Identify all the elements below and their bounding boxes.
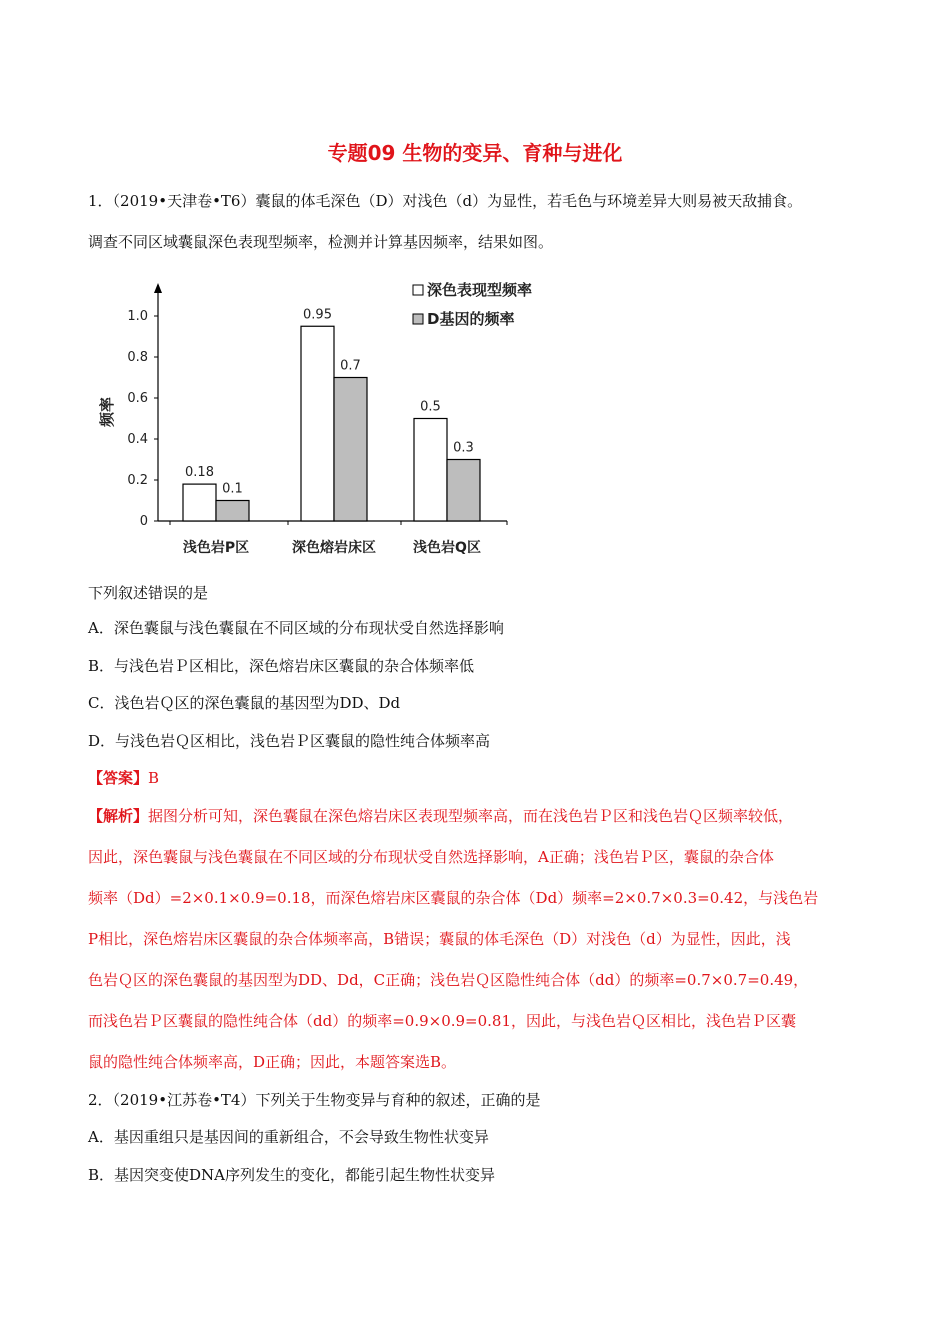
analysis-line: 频率（Dd）=2×0.1×0.9=0.18，而深色熔岩床区囊鼠的杂合体（Dd）频率=2×0.7×0.3=0.42，与浅色岩 [88,889,819,907]
bar [301,326,334,521]
x-tick-label: 深色熔岩床区 [292,540,376,556]
answer-value: B [148,769,160,787]
q1-option-c: C．浅色岩Ｑ区的深色囊鼠的基因型为DD、Dd [88,694,401,712]
q1-option-a: A．深色囊鼠与浅色囊鼠在不同区域的分布现状受自然选择影响 [88,619,504,637]
y-tick-label: 0.6 [127,391,148,406]
bar [414,419,447,522]
q1-option-d: D．与浅色岩Ｑ区相比，浅色岩Ｐ区囊鼠的隐性纯合体频率高 [88,732,491,750]
y-tick-label: 0 [139,514,148,529]
data-label: 0.5 [420,399,441,415]
analysis-line: 色岩Ｑ区的深色囊鼠的基因型为DD、Dd，C正确；浅色岩Ｑ区隐性纯合体（dd）的频率=0.7×0.7=0.49， [88,971,809,989]
answer-label: 【答案】 [88,769,149,787]
analysis-line: 鼠的隐性纯合体频率高，D正确；因此，本题答案选B。 [88,1053,457,1071]
y-tick-label: 0.4 [127,432,148,447]
data-label: 0.95 [303,307,332,323]
q1-prompt: 下列叙述错误的是 [88,584,209,602]
q1-option-b: B．与浅色岩Ｐ区相比，深色熔岩床区囊鼠的杂合体频率低 [88,657,475,675]
bar [183,484,216,521]
analysis-line: 而浅色岩Ｐ区囊鼠的隐性纯合体（dd）的频率=0.9×0.9=0.81，因此，与浅色岩Ｑ区相比，浅色岩Ｐ区囊 [88,1012,797,1030]
bar [334,378,367,522]
y-tick-label: 0.2 [127,473,148,488]
analysis-line [88,805,793,826]
y-tick-label: 1.0 [127,309,148,324]
data-label: 0.18 [185,465,214,481]
data-label: 0.7 [340,358,361,374]
legend-swatch [413,285,423,295]
x-tick-label: 浅色岩Q区 [413,540,481,556]
q1-answer [88,767,159,788]
page-title: 专题09 生物的变异、育种与进化 [327,141,623,165]
q2-option-b: B．基因突变使DNA序列发生的变化，都能引起生物性状变异 [88,1166,496,1184]
bar [216,501,249,522]
legend-label: D基因的频率 [427,310,515,328]
q2-option-a: A．基因重组只是基因间的重新组合，不会导致生物性状变异 [88,1128,489,1146]
analysis-label: 【解析】 [88,807,149,825]
bar [447,460,480,522]
legend-label: 深色表现型频率 [427,281,533,299]
analysis-line: P相比，深色熔岩床区囊鼠的杂合体频率高，B错误；囊鼠的体毛深色（D）对浅色（d）为显性，因此，浅 [88,930,791,948]
q1-stem-line2: 调查不同区域囊鼠深色表现型频率，检测并计算基因频率，结果如图。 [88,233,554,251]
bar-chart [95,275,575,565]
q1-stem-line1: 1．（2019•天津卷•T6）囊鼠的体毛深色（D）对浅色（d）为显性，若毛色与环境差异大则易被天敌捕食。 [88,192,803,210]
data-label: 0.3 [453,440,474,456]
legend-swatch [413,314,423,324]
analysis-text: 据图分析可知，深色囊鼠在深色熔岩床区表现型频率高，而在浅色岩Ｐ区和浅色岩Ｑ区频率较低， [148,807,794,825]
data-label: 0.1 [222,481,243,497]
y-axis-label: 频率 [98,396,116,428]
y-axis-arrow [154,283,162,293]
analysis-line: 因此，深色囊鼠与浅色囊鼠在不同区域的分布现状受自然选择影响，A正确；浅色岩Ｐ区，囊鼠的杂合体 [88,848,774,866]
q2-stem: 2．（2019•江苏卷•T4）下列关于生物变异与育种的叙述，正确的是 [88,1091,541,1109]
x-tick-label: 浅色岩P区 [182,540,250,556]
y-tick-label: 0.8 [127,350,148,365]
